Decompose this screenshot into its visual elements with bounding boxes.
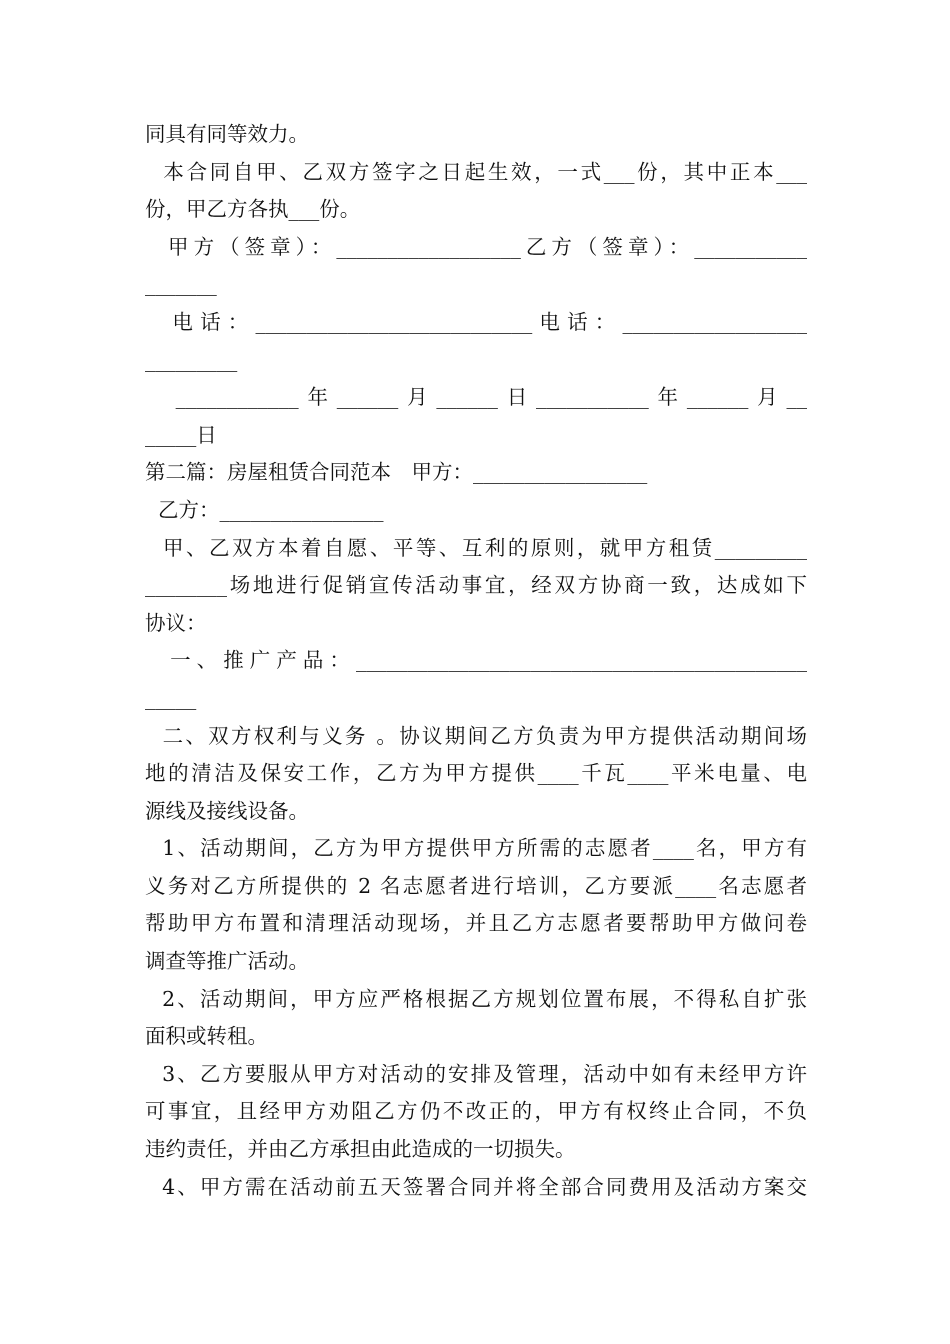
text-line: ____________年______月______日___________年______月__	[145, 385, 807, 410]
text-line: 本合同自甲、乙双方签字之日起生效，一式___份，其中正本___	[145, 159, 807, 184]
text-line: 一、推广产品：____________________________________________	[145, 648, 807, 673]
text-line: 违约责任，并由乙方承担由此造成的一切损失。	[145, 1137, 576, 1162]
text-line: 2、活动期间，甲方应严格根据乙方规划位置布展，不得私自扩张	[145, 986, 807, 1011]
text-line: 同具有同等效力。	[145, 122, 309, 146]
text-line: 4、甲方需在活动前五天签署合同并将全部合同费用及活动方案交	[145, 1174, 807, 1199]
text-line: 面积或转租。	[145, 1024, 268, 1049]
text-line: 1、活动期间，乙方为甲方提供甲方所需的志愿者____名，甲方有	[145, 836, 807, 861]
text-line: _____日	[145, 422, 217, 447]
document-page	[145, 116, 807, 1206]
text-line: ________场地进行促销宣传活动事宜，经双方协商一致，达成如下	[145, 573, 807, 598]
text-line: _________	[145, 347, 238, 372]
text-line: 帮助甲方布置和清理活动现场，并且乙方志愿者要帮助甲方做问卷	[145, 911, 807, 936]
text-line: _____	[145, 685, 197, 710]
text-line: _______	[145, 272, 217, 297]
text-line: 甲方（签章）：__________________乙方（签章）：___________	[145, 234, 807, 259]
text-line: 地的清洁及保安工作，乙方为甲方提供____千瓦____平米电量、电	[145, 761, 807, 786]
text-line: 调查等推广活动。	[145, 949, 309, 974]
text-line: 义务对乙方所提供的 2 名志愿者进行培训，乙方要派____名志愿者	[145, 873, 807, 898]
text-line: 协议：	[145, 610, 207, 635]
text-line: 可事宜，且经甲方劝阻乙方仍不改正的，甲方有权终止合同，不负	[145, 1099, 807, 1124]
text-line: 份，甲乙方各执___份。	[145, 197, 361, 222]
text-line: 源线及接线设备。	[145, 798, 309, 823]
text-line: 二、双方权利与义务 。协议期间乙方负责为甲方提供活动期间场	[145, 723, 807, 748]
text-line: 电话：___________________________电话：__________________	[145, 309, 807, 334]
text-line: 甲、乙双方本着自愿、平等、互利的原则，就甲方租赁_________	[145, 535, 807, 560]
text-line: 3、乙方要服从甲方对活动的安排及管理，活动中如有未经甲方许	[145, 1061, 807, 1086]
section-heading: 第二篇：房屋租赁合同范本 甲方：_________________	[145, 460, 648, 485]
text-line: 乙方：________________	[145, 497, 384, 522]
